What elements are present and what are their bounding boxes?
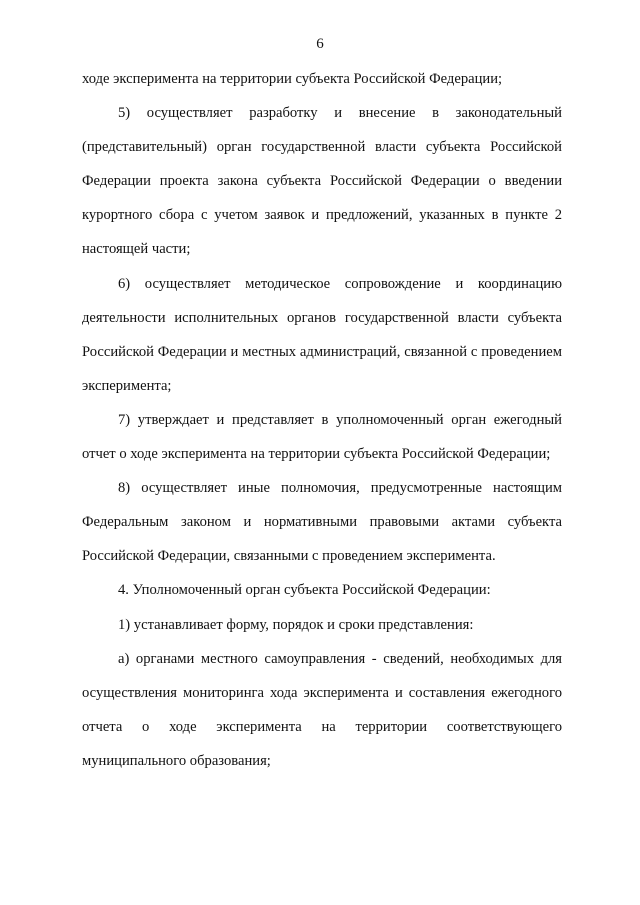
paragraph-item-5: 5) осуществляет разработку и внесение в законодательный (представительный) орган государственной власти субъекта Российской Федерации проекта закона субъекта Российской Федерации о введении курортного сбора с учетом заявок и предложений, указанных в пункте 2 настоящей части; [82,105,562,258]
paragraph-subitem-1: 1) устанавливает форму, порядок и сроки представления: [118,616,474,633]
paragraph-section-4: 4. Уполномоченный орган субъекта Российской Федерации: [118,582,491,599]
page-number: 6 [316,36,324,52]
paragraph-continuation: ходе эксперимента на территории субъекта Российской Федерации; [82,71,503,87]
document-body [82,62,562,778]
paragraph-item-6: 6) осуществляет методическое сопровождение и координацию деятельности исполнительных органов государственной власти субъекта Российской Федерации и местных администраций, связанной с проведением эксперимента; [82,275,562,394]
paragraph-subitem-a: а) органами местного самоуправления - сведений, необходимых для осуществления мониторинга хода эксперимента и составления ежегодного отчета о ходе эксперимента на территории соответствующего муниципального образования; [82,650,562,769]
paragraph-item-7: 7) утверждает и представляет в уполномоченный орган ежегодный отчет о ходе эксперимента на территории субъекта Российской Федерации; [82,411,562,463]
paragraph-item-8: 8) осуществляет иные полномочия, предусмотренные настоящим Федеральным законом и нормативными правовыми актами субъекта Российской Федерации, связанными с проведением эксперимента. [82,480,562,565]
